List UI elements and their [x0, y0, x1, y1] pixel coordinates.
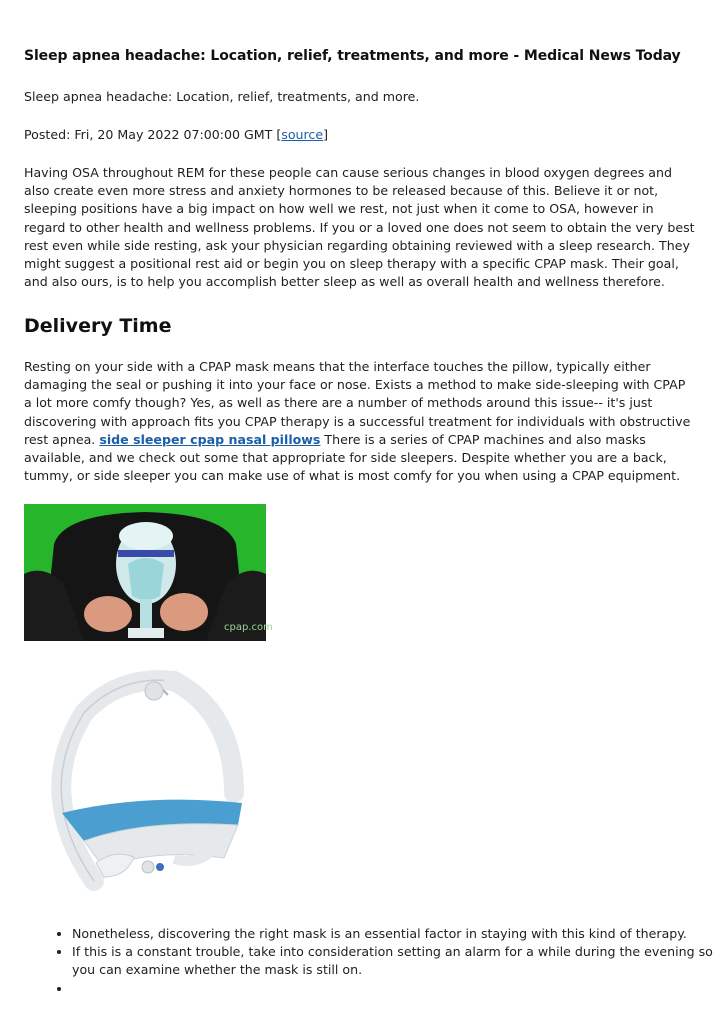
nasal-pillows-mask-image: [24, 653, 266, 905]
article-subtitle: Sleep apnea headache: Location, relief, treatments, and more.: [24, 89, 420, 104]
article-title: Sleep apnea headache: Location, relief, treatments, and more - Medical News Today: [24, 48, 681, 64]
paragraph-2: [24, 358, 696, 485]
paragraph-2-text-b: There is a series of CPAP machines and also masks available, and we check out some that appropriate for side sleepers. Despite whether you are a back, tummy, or side sleeper you can make use of what is most comfy for you when using a CPAP equipment.: [24, 431, 681, 484]
cpap-pillows-link[interactable]: side sleeper cpap nasal pillows: [99, 431, 321, 447]
image-watermark: cpap.com: [224, 622, 273, 633]
nasal-pillows-mask-photo: [24, 653, 266, 905]
mannequin-photo: [24, 504, 273, 641]
list-item: • If this is a constant trouble, take into consideration setting an alarm for a while during the evening so you can examine whether the mask is still on.: [72, 943, 722, 979]
paragraph-2-text-a: Resting on your side with a CPAP mask means that the interface touches the pillow, typically either damaging the seal or pushing it into your face or nose. Exists a method to make side-sleeping with CPAP a lot more comfy though? Yes, as well as there are a number of methods around this issue-- it's just discovering with approach fits you CPAP therapy is a successful treatment for individuals with obstructive rest apnea.: [24, 359, 691, 447]
section-heading: Delivery Time: [24, 315, 172, 337]
posted-suffix: ]: [323, 127, 329, 142]
source-link[interactable]: source: [281, 127, 324, 142]
paragraph-1: Having OSA throughout REM for these people can cause serious changes in blood oxygen degrees and also create even more stress and anxiety hormones to be released because of this. Believe it or not, sleeping positions have a big impact on how well we rest, not just when it come to OSA, however in regard to other health and wellness problems. If you or a loved one does not seem to obtain the very best rest even while side resting, ask your physician regarding obtaining reviewed with a sleep research. They might suggest a positional rest aid or begin you on sleep therapy with a specific CPAP mask. Their goal, and also ours, is to help you accomplish better sleep as well as overall health and wellness therefore.: [24, 165, 695, 290]
tips-list: [48, 925, 722, 998]
list-item: • Nonetheless, discovering the right mask is an essential factor in staying with this kind of therapy.: [72, 925, 722, 943]
cpap-mask-mannequin-image: [24, 504, 273, 641]
posted-prefix: Posted: Fri, 20 May 2022 07:00:00 GMT [: [24, 127, 282, 142]
posted-line: [24, 126, 328, 144]
list-item: [72, 980, 722, 998]
